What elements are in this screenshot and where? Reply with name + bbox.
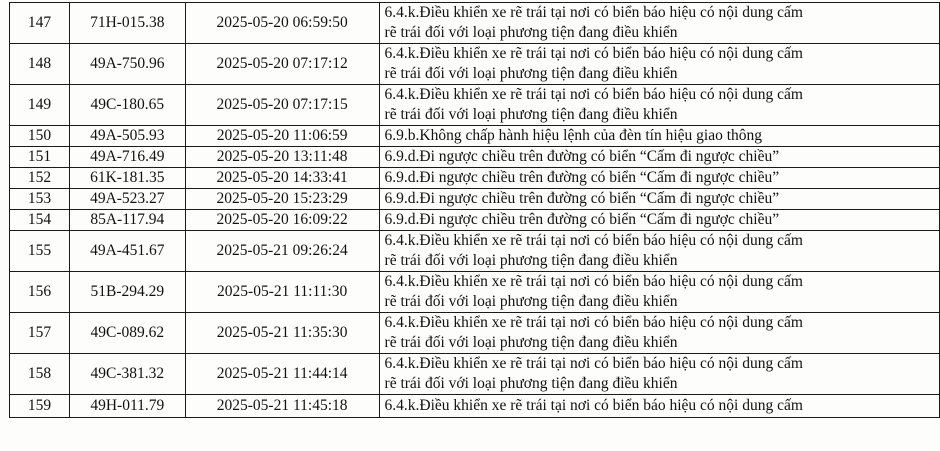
violation-description-line: 6.4.k.Điều khiển xe rẽ trái tại nơi có biển báo hiệu có nội dung cấm (384, 232, 803, 249)
violation-description-cell (379, 189, 939, 210)
table-row (10, 189, 940, 210)
violation-description-line: rẽ trái đối với loại phương tiện đang điều khiển (384, 334, 678, 351)
license-plate-cell: 61K-181.35 (69, 168, 185, 189)
violation-description-line: 6.4.k.Điều khiển xe rẽ trái tại nơi có biển báo hiệu có nội dung cấm (384, 45, 803, 62)
violation-description-line: 6.9.d.Đi ngược chiều trên đường có biển “Cấm đi ngược chiều” (384, 190, 780, 207)
row-number-cell: 150 (10, 126, 70, 147)
timestamp-cell: 2025-05-20 11:06:59 (185, 126, 379, 147)
license-plate-cell: 85A-117.94 (69, 210, 185, 231)
violation-description-line: 6.4.k.Điều khiển xe rẽ trái tại nơi có biển báo hiệu có nội dung cấm (384, 86, 803, 103)
row-number-cell: 149 (10, 85, 70, 126)
table-row (10, 210, 940, 231)
timestamp-cell: 2025-05-20 06:59:50 (185, 3, 379, 44)
row-number-cell: 156 (10, 272, 70, 313)
table-row (10, 395, 940, 418)
row-number-cell: 157 (10, 313, 70, 354)
table-row (10, 354, 940, 395)
table-row (10, 85, 940, 126)
license-plate-cell: 49A-523.27 (69, 189, 185, 210)
row-number-cell: 159 (10, 395, 70, 418)
row-number-cell: 148 (10, 44, 70, 85)
violations-table-body (10, 3, 940, 418)
table-row (10, 147, 940, 168)
row-number-cell: 154 (10, 210, 70, 231)
license-plate-cell: 49A-451.67 (69, 231, 185, 272)
timestamp-cell: 2025-05-21 11:45:18 (185, 395, 379, 418)
timestamp-cell: 2025-05-21 11:11:30 (185, 272, 379, 313)
table-row (10, 231, 940, 272)
timestamp-cell: 2025-05-20 14:33:41 (185, 168, 379, 189)
timestamp-cell: 2025-05-20 16:09:22 (185, 210, 379, 231)
violation-description-cell (379, 272, 939, 313)
timestamp-cell: 2025-05-21 11:44:14 (185, 354, 379, 395)
license-plate-cell: 49C-180.65 (69, 85, 185, 126)
row-number-cell: 158 (10, 354, 70, 395)
license-plate-cell: 49A-750.96 (69, 44, 185, 85)
row-number-cell: 151 (10, 147, 70, 168)
violation-description-cell (379, 85, 939, 126)
row-number-cell: 152 (10, 168, 70, 189)
violation-description-line: rẽ trái đối với loại phương tiện đang điều khiển (384, 293, 678, 310)
violation-description-cell (379, 210, 939, 231)
violation-description-line: rẽ trái đối với loại phương tiện đang điều khiển (384, 65, 678, 82)
violation-description-line: 6.4.k.Điều khiển xe rẽ trái tại nơi có biển báo hiệu có nội dung cấm (384, 273, 803, 290)
violation-description-line: 6.4.k.Điều khiển xe rẽ trái tại nơi có biển báo hiệu có nội dung cấm (384, 397, 803, 414)
violation-description-line: 6.4.k.Điều khiển xe rẽ trái tại nơi có biển báo hiệu có nội dung cấm (384, 314, 803, 331)
violation-description-line: 6.9.b.Không chấp hành hiệu lệnh của đèn tín hiệu giao thông (384, 127, 763, 144)
violation-description-cell (379, 126, 939, 147)
table-row (10, 168, 940, 189)
violation-description-line: 6.4.k.Điều khiển xe rẽ trái tại nơi có biển báo hiệu có nội dung cấm (384, 355, 803, 372)
table-row (10, 44, 940, 85)
table-row (10, 126, 940, 147)
violation-description-line: rẽ trái đối với loại phương tiện đang điều khiển (384, 252, 678, 269)
violation-description-cell (379, 44, 939, 85)
timestamp-cell: 2025-05-21 11:35:30 (185, 313, 379, 354)
violation-description-line: 6.9.d.Đi ngược chiều trên đường có biển “Cấm đi ngược chiều” (384, 148, 780, 165)
timestamp-cell: 2025-05-20 07:17:15 (185, 85, 379, 126)
violation-description-cell (379, 395, 939, 418)
violation-description-cell (379, 354, 939, 395)
table-row (10, 3, 940, 44)
row-number-cell: 147 (10, 3, 70, 44)
violation-description-cell (379, 313, 939, 354)
table-row (10, 313, 940, 354)
row-number-cell: 153 (10, 189, 70, 210)
timestamp-cell: 2025-05-20 13:11:48 (185, 147, 379, 168)
violation-description-cell (379, 168, 939, 189)
license-plate-cell: 49A-505.93 (69, 126, 185, 147)
violation-description-line: rẽ trái đối với loại phương tiện đang điều khiển (384, 375, 678, 392)
violation-description-cell (379, 231, 939, 272)
violation-description-line: rẽ trái đối với loại phương tiện đang điều khiển (384, 106, 678, 123)
violation-description-line: 6.9.d.Đi ngược chiều trên đường có biển “Cấm đi ngược chiều” (384, 211, 780, 228)
violations-table (9, 2, 940, 418)
license-plate-cell: 49A-716.49 (69, 147, 185, 168)
violation-description-line: rẽ trái đối với loại phương tiện đang điều khiển (384, 24, 678, 41)
timestamp-cell: 2025-05-21 09:26:24 (185, 231, 379, 272)
table-row (10, 272, 940, 313)
timestamp-cell: 2025-05-20 15:23:29 (185, 189, 379, 210)
violation-description-line: 6.9.d.Đi ngược chiều trên đường có biển “Cấm đi ngược chiều” (384, 169, 780, 186)
license-plate-cell: 71H-015.38 (69, 3, 185, 44)
row-number-cell: 155 (10, 231, 70, 272)
license-plate-cell: 49C-089.62 (69, 313, 185, 354)
violation-description-line: 6.4.k.Điều khiển xe rẽ trái tại nơi có biển báo hiệu có nội dung cấm (384, 4, 803, 21)
license-plate-cell: 51B-294.29 (69, 272, 185, 313)
license-plate-cell: 49C-381.32 (69, 354, 185, 395)
timestamp-cell: 2025-05-20 07:17:12 (185, 44, 379, 85)
violation-description-cell (379, 3, 939, 44)
violation-description-cell (379, 147, 939, 168)
license-plate-cell: 49H-011.79 (69, 395, 185, 418)
